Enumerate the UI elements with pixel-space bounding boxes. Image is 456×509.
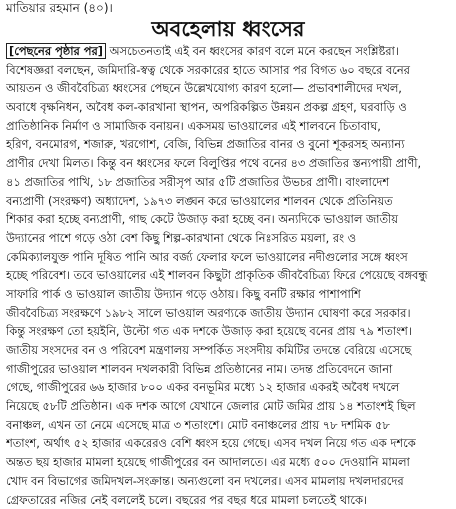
body-line: শিকার করা হচ্ছে বন্যপ্রাণী, গাছ কেটে উজাড় করা হচ্ছে বন। অন্যদিকে ভাওয়াল জাতীয় (6, 210, 452, 229)
body-line: হচ্ছে পরিবেশ। তবে ভাওয়ালের এই শালবন কিছুটা প্রাকৃতিক জীববৈচিত্র্য ফিরে পেয়েছে বঙ্গবন্ধু (6, 266, 452, 285)
body-line (6, 42, 452, 61)
body-line: ৪১ প্রজাতির পাখি, ১৮ প্রজাতির সরীসৃপ আর ৫টি প্রজাতির উভচর প্রাণী। বাংলাদেশ (6, 173, 452, 192)
body-line: আয়তন ও জীববৈচিত্র্য ধ্বংসের পেছনে উল্লেখযোগ্য কারণ হলো— প্রভাবশালীদের দখল, (6, 79, 452, 98)
body-line: প্রাতিষ্ঠানিক নির্মাণ ও সামাজিক বনায়ন। একসময় ভাওয়ালের এই শালবনে চিতাবাঘ, (6, 117, 452, 136)
headline-text: অবহেলায় ধ্বংসের (143, 16, 312, 41)
headline (0, 16, 456, 42)
body-line: গ্রেফতারের নজির নেই বললেই চলে। বছরের পর বছর ধরে মামলা চলতেই থাকে। (6, 491, 452, 509)
body-line: কেমিক্যালযুক্ত পানি দূষিত পানি আর বর্জ্য ফেলার ফলে ভাওয়ালের নদীগুলোর সঙ্গে ধ্বংস (6, 248, 452, 267)
body-line: কিন্তু সংরক্ষণ তো হয়ইনি, উল্টো গত এক দশকে উজাড় করা হয়েছে বনের প্রায় ৭৯ শতাংশ। (6, 322, 452, 341)
body-line: প্রাণীর দেখা মিলত। কিন্তু বন ধ্বংসের ফলে বিলুপ্তির পথে বনের ৪৩ প্রজাতির স্তন্যপায়ী প্রাণী, (6, 154, 452, 173)
body-line: জীববৈচিত্র্য সংরক্ষণে ১৯৮২ সালে ভাওয়াল অরণ্যকে জাতীয় উদ্যান ঘোষণা করে সরকার। (6, 304, 452, 323)
body-line-text: অসচেতনতাই এই বন ধ্বংসের কারণ বলে মনে করছেন সংশ্লিষ্টরা। (106, 44, 399, 58)
body-line: খোদ বন বিভাগের জমিদখল-সংক্রান্ত। অন্যগুলো বন দখলের। এসব মামলায় দখলদারদের (6, 472, 452, 491)
body-line: অবাধে বৃক্ষনিধন, অবৈধ কল-কারখানা স্থাপন, অপরিকল্পিত উন্নয়ন প্রকল্প গ্রহণ, ঘরবাড়ি ও (6, 98, 452, 117)
body-line: অন্তত ছয় হাজার মামলা হয়েছে গাজীপুরের বন আদালতে। এর মধ্যে ৫০০ দেওয়ানি মামলা (6, 453, 452, 472)
body-line: নিয়েছে ৫৮টি প্রতিষ্ঠান। এক দশক আগে যেখানে জেলার মোট জমির প্রায় ১৪ শতাংশই ছিল (6, 397, 452, 416)
article-body (6, 42, 452, 509)
body-line: জাতীয় সংসদের বন ও পরিবেশ মন্ত্রণালয় সম্পর্কিত সংসদীয় কমিটির তদন্তে বেরিয়ে এসেছে (6, 341, 452, 360)
body-line: হরিণ, বনমোরগ, শজারু, খরগোশ, বেজি, বিভিন্ন প্রজাতির বানর ও বুনো শূকরসহ অন্যান্য (6, 135, 452, 154)
body-line: বন্যপ্রাণী (সংরক্ষণ) অধ্যাদেশ, ১৯৭৩ লঙ্ঘন করে ভাওয়ালের শালবন থেকে প্রতিনিয়ত (6, 192, 452, 211)
body-line: শতাংশ, অর্থাৎ ৫২ হাজার একরেরও বেশি ধ্বংস হয়ে গেছে। এসব দখল নিয়ে গত এক দশকে (6, 434, 452, 453)
body-line: বনাঞ্চল, এখন তা নেমে এসেছে মাত্র ৩ শতাংশে। মোট বনাঞ্চলের প্রায় ৭৮ দশমিক ৫৮ (6, 416, 452, 435)
byline: মাতিয়ার রহমান (৪০)। (6, 0, 452, 16)
body-line: বিশেষজ্ঞরা বলছেন, জমিদারি-স্বত্ব থেকে সরকারের হাতে আসার পর বিগত ৬০ বছরে বনের (6, 61, 452, 80)
body-line: উদ্যানের পাশে গড়ে ওঠা বেশ কিছু শিল্প-কারখানা থেকে নিঃসরিত ময়লা, রং ও (6, 229, 452, 248)
body-line: সাফারি পার্ক ও ভাওয়াল জাতীয় উদ্যান গড়ে ওঠায়। কিছু বনটি রক্ষার পাশাপাশি (6, 285, 452, 304)
continued-from-back-page-label: [পেছনের পৃষ্ঠার পর] (6, 43, 106, 59)
body-line: গেছে, গাজীপুরের ৬৬ হাজার ৮০০ একর বনভূমির মধ্যে ১২ হাজার একরই অবৈধ দখলে (6, 378, 452, 397)
body-line: গাজীপুরের ভাওয়াল শালবন দখলকারী বিভিন্ন প্রতিষ্ঠানের নাম। তদন্ত প্রতিবেদনে জানা (6, 360, 452, 379)
